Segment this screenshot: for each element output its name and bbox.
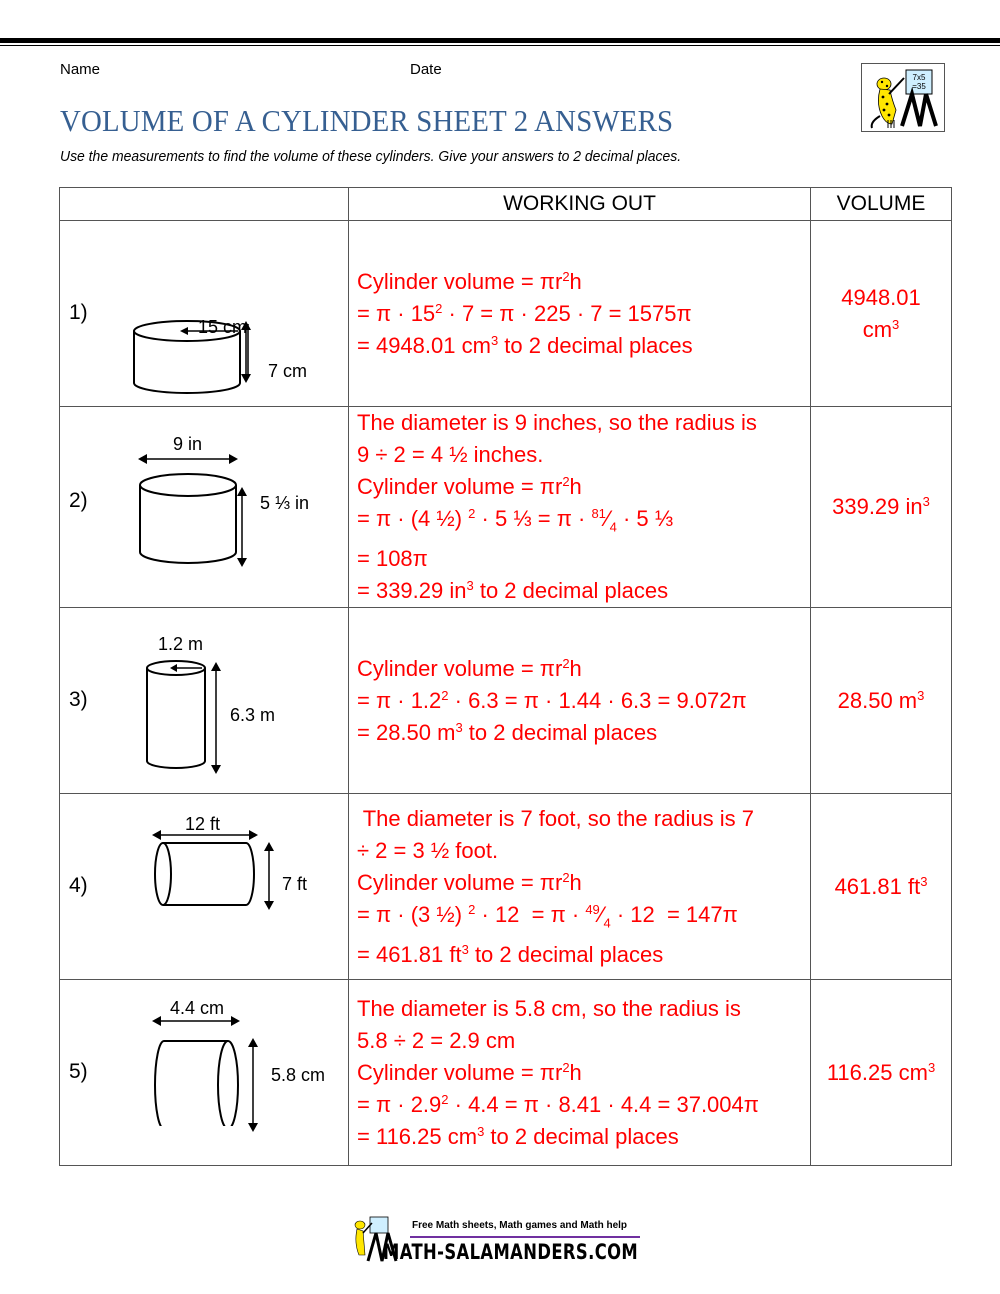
table-row	[60, 608, 952, 794]
question-cell	[60, 794, 349, 980]
question-number: 1)	[69, 301, 88, 324]
working-out-cell	[349, 608, 811, 794]
question-number: 2)	[69, 489, 88, 512]
width-label: 9 in	[173, 434, 203, 454]
cylinder-diagram	[146, 1016, 246, 1126]
answer-value: 339.29 in	[832, 494, 923, 520]
answer-unit: $cm^3$	[862, 316, 900, 342]
height-label: 7 cm	[268, 361, 308, 381]
working-line: = 28.50 $m^3$ to 2 decimal places	[357, 719, 658, 745]
salamander-logo	[861, 63, 945, 132]
working-line: = 339.29 $in^3$ to 2 decimal places	[357, 578, 669, 604]
width-label: 1.2 m	[158, 634, 204, 655]
working-line: Cylinder volume = $\pi r^2h$	[357, 268, 582, 294]
working-line: The diameter is 9 inches, so the radius is	[357, 410, 757, 435]
header-volume: VOLUME	[811, 188, 952, 221]
footer-divider	[410, 1236, 640, 1238]
answer-value: 116.25 cm	[826, 1059, 928, 1085]
top-rule	[0, 38, 1000, 43]
working-line: = π · (4 ½) $^2$ · 5 ⅓ = $\pi \cdot ^{81}⁄_4 \cdot 5$ ⅓	[357, 506, 674, 535]
question-cell	[60, 407, 349, 608]
svg-text:7x5: 7x5	[912, 73, 926, 82]
question-cell	[60, 221, 349, 407]
volume-answer	[811, 221, 952, 407]
width-label: 15 cm	[198, 317, 248, 337]
cylinder-diagram	[146, 830, 266, 910]
height-label: 5 ⅓ in	[260, 493, 310, 513]
answer-value: 461.81 ft	[834, 873, 921, 899]
working-line: = 461.81 $ft^3$ to 2 decimal places	[357, 942, 664, 968]
width-label: 4.4 cm	[170, 998, 225, 1019]
width-label: 12 ft	[185, 814, 221, 835]
volume-answer: 116.25 $cm^3$	[811, 980, 952, 1166]
cylinder-diagram	[144, 656, 210, 776]
working-line: = 4948.01 $cm^3$ to 2 decimal places	[357, 332, 693, 358]
height-label: 6.3 m	[230, 705, 276, 726]
question-cell	[60, 608, 349, 794]
height-label: 7 ft	[282, 874, 308, 895]
working-line: = $\pi \cdot 2.9^2 \cdot 4.4 = \pi \cdot 8.41 \cdot 4.4 = 37.004\pi$	[357, 1091, 759, 1117]
question-number: 3)	[69, 688, 88, 712]
working-line: Cylinder volume = $\pi r^2h$	[357, 474, 582, 499]
table-row	[60, 221, 952, 407]
instructions: Use the measurements to find the volume of these cylinders. Give your answers to 2 decimal places.	[60, 148, 682, 165]
working-out-cell	[349, 221, 811, 407]
working-out-cell	[349, 980, 811, 1166]
height-label: 5.8 cm	[271, 1065, 326, 1086]
working-line: = $\pi \cdot 15^2 \cdot 7 = \pi \cdot 225 \cdot 7 = 1575\pi$	[357, 300, 692, 326]
table-row	[60, 407, 952, 608]
name-label: Name	[60, 61, 101, 78]
working-line: The diameter is 7 foot, so the radius is 7	[357, 805, 755, 831]
height-arrow-icon	[263, 842, 275, 910]
working-out-cell	[349, 794, 811, 980]
volume-answer: 28.50 $m^3$	[811, 608, 952, 794]
working-out-cell	[349, 407, 811, 608]
svg-text:=35: =35	[912, 82, 926, 91]
question-number: 5)	[69, 1060, 88, 1084]
volume-answer: 339.29 $in^3$	[811, 407, 952, 608]
height-arrow-icon	[236, 487, 248, 567]
working-line: = 108π	[357, 546, 428, 572]
working-line: The diameter is 5.8 cm, so the radius is	[357, 995, 741, 1021]
working-line: 9 ÷ 2 = 4 ½ inches.	[357, 442, 544, 467]
salamander-teacher-icon	[862, 64, 946, 133]
table-row	[60, 980, 952, 1166]
header-working-out: WORKING OUT	[349, 188, 811, 221]
date-label: Date	[410, 61, 442, 78]
working-line: 5.8 ÷ 2 = 2.9 cm	[357, 1027, 516, 1053]
height-arrow-icon	[210, 662, 222, 774]
working-line: ÷ 2 = 3 ½ foot.	[357, 837, 499, 863]
cylinder-diagram	[132, 450, 247, 565]
table-row	[60, 794, 952, 980]
question-number: 4)	[69, 874, 88, 898]
height-arrow-icon	[247, 1038, 259, 1132]
answer-table	[59, 187, 952, 1166]
answer-value: 28.50 m	[837, 687, 918, 713]
working-line: Cylinder volume = $\pi r^2h$	[357, 1059, 582, 1085]
volume-answer: 461.81 $ft^3$	[811, 794, 952, 980]
header-figure	[60, 188, 349, 221]
top-rule-thin	[0, 45, 1000, 46]
working-line: = π · (3 ½) $^2 \cdot 12 = \pi \cdot ^{49}⁄_4 \cdot 12 = 147\pi$	[357, 901, 738, 931]
working-line: = $\pi \cdot 1.2^2 \cdot 6.3 = \pi \cdot 1.44 \cdot 6.3 = 9.072\pi$	[357, 687, 747, 713]
footer-site-link[interactable]: MATH-SALAMANDERS.COM	[383, 1240, 639, 1264]
answer-value: 4948.01	[841, 284, 921, 310]
question-cell	[60, 980, 349, 1166]
working-line: = 116.25 $cm^3$ to 2 decimal places	[357, 1123, 679, 1149]
table-header-row	[60, 188, 952, 221]
working-line: Cylinder volume = $\pi r^2h$	[357, 869, 582, 895]
working-line: Cylinder volume = $\pi r^2h$	[357, 655, 582, 681]
page-title: VOLUME OF A CYLINDER SHEET 2 ANSWERS	[60, 103, 674, 138]
footer-tagline: Free Math sheets, Math games and Math help	[412, 1220, 628, 1231]
